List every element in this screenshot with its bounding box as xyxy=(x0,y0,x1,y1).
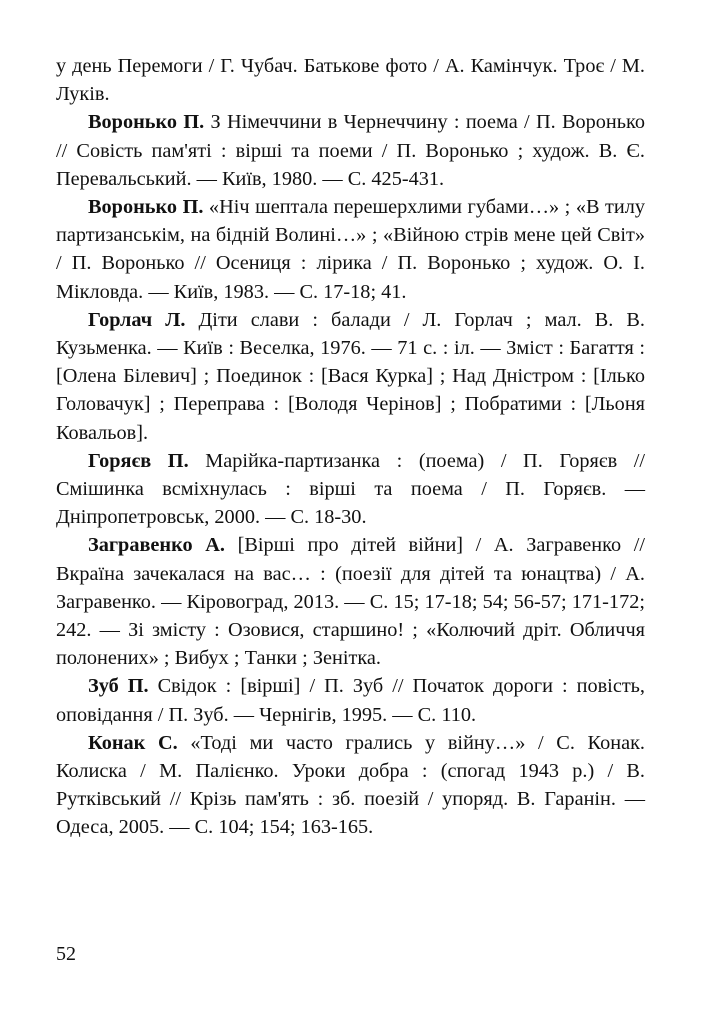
entry-author: Горяєв П. xyxy=(88,449,189,472)
bibliography-entry xyxy=(56,672,645,728)
bibliography-entry xyxy=(56,531,645,672)
bibliography-entry-continuation xyxy=(56,52,645,108)
bibliography-entry xyxy=(56,729,645,842)
entry-text: «Тоді ми часто грались у війну…» / С. Конак. Колиска / М. Палієнко. Уроки добра : (спогад 1943 р.) / В. Рутківський // Крізь пам'ять : зб. поезій / упоряд. В. Гаранін. — Одеса, 2005. — С. 104; 154; 163-165. xyxy=(56,731,645,839)
bibliography-entry xyxy=(56,108,645,193)
entry-author: Загравенко А. xyxy=(88,534,225,557)
bibliography-text xyxy=(56,52,645,842)
entry-text: «Ніч шептала перешерхлими губами…» ; «В тилу партизанськім, на бідній Волині…» ; «Війною стрів мене цей Світ» / П. Воронько // Осениця : лірика / П. Воронько ; худож. О. І. Мікловда. — Київ, 1983. — С. 17-18; 41. xyxy=(56,196,645,303)
entry-text: Діти слави : балади / Л. Горлач ; мал. В. В. Кузьменка. — Київ : Веселка, 1976. — 71 с. : іл. — Зміст : Багаття : [Олена Білевич] ; Поединок : [Вася Курка] ; Над Дністром : [Ілько Головачук] ; Переправа : [Володя Черінов] ; Побратими : [Льоня Ковальов]. xyxy=(56,308,645,444)
entry-author: Воронько П. xyxy=(88,111,205,134)
entry-text: [Вірші про дітей війни] / А. Загравенко // Вкраїна зачекалася на вас… : (поезії для дітей та юнацтва) / А. Загравенко. — Кіровоград, 2013. — С. 15; 17-18; 54; 56-57; 171-172; 242. — Зі змісту : Озовися, старшино! ; «Колючий дріт. Обличчя полонених» ; Вибух ; Танки ; Зенітка. xyxy=(56,534,645,670)
bibliography-entry xyxy=(56,447,645,532)
bibliography-entry xyxy=(56,193,645,306)
entry-text: Марійка-партизанка : (поема) / П. Горяєв // Смішинка всміхнулась : вірші та поема / П. Горяєв. — Дніпропетровськ, 2000. — С. 18-30. xyxy=(56,449,645,529)
entry-author: Конак С. xyxy=(88,731,178,754)
entry-text: З Німеччини в Чернеччину : поема / П. Воронько // Совість пам'яті : вірші та поеми / П. Воронько ; худож. В. Є. Перевальський. — Київ, 1980. — С. 425-431. xyxy=(56,111,645,190)
page-number: 52 xyxy=(56,943,76,965)
entry-author: Горлач Л. xyxy=(88,308,186,331)
entry-text: Свідок : [вірші] / П. Зуб // Початок дороги : повість, оповідання / П. Зуб. — Чернігів, 1995. — С. 110. xyxy=(56,675,646,726)
bibliography-entry xyxy=(56,306,645,447)
entry-text: у день Перемоги / Г. Чубач. Батькове фото / А. Камінчук. Троє / М. Луків. xyxy=(56,55,645,106)
entry-author: Зуб П. xyxy=(88,675,149,698)
entry-author: Воронько П. xyxy=(88,196,204,219)
